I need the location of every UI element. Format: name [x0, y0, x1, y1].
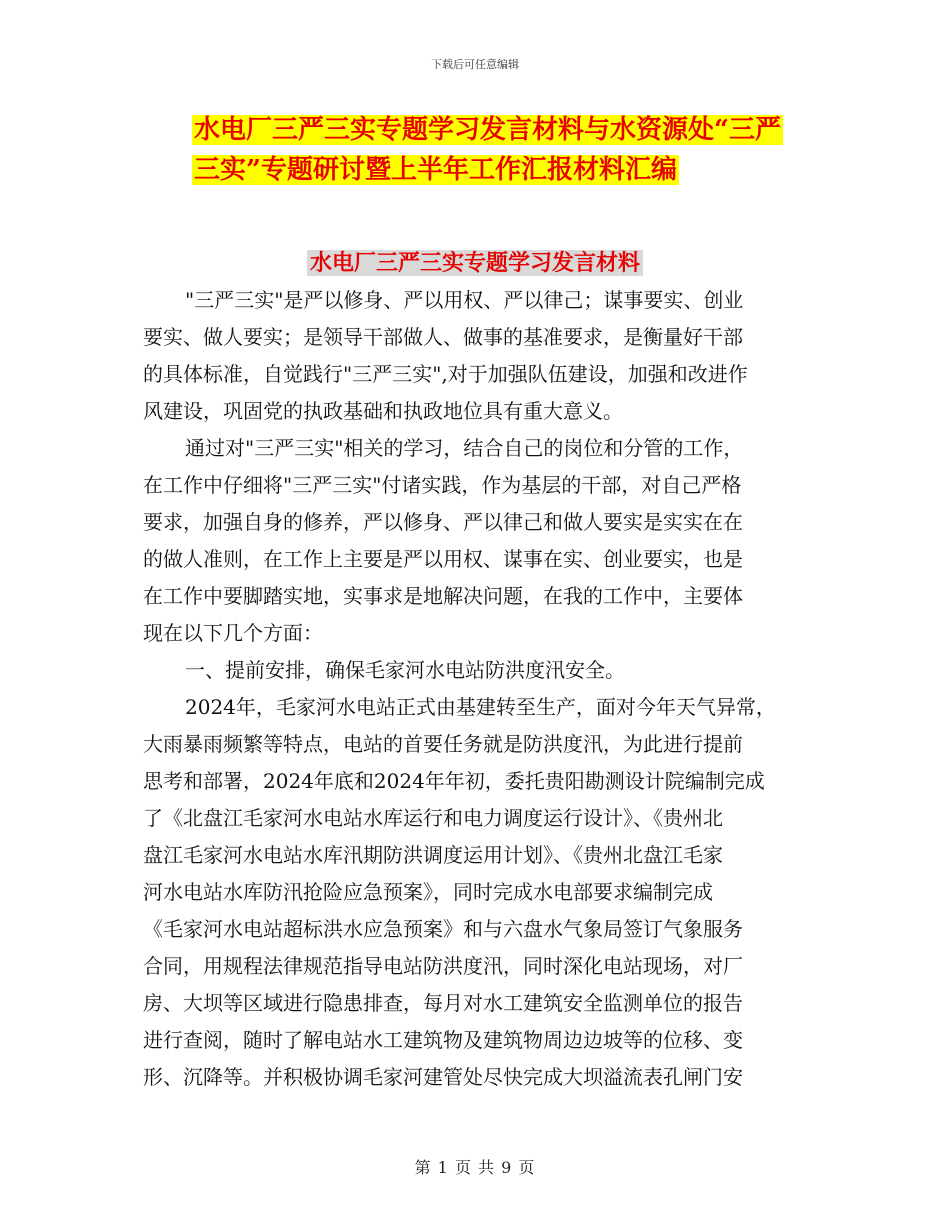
body-line: 在工作中要脚踏实地，实事求是地解决问题，在我的工作中，主要体 [143, 584, 743, 608]
body-line: 盘江毛家河水电站水库汛期防洪调度运用计划》、《贵州北盘江毛家 [143, 843, 723, 867]
body-line: 形、沉降等。并积极协调毛家河建管处尽快完成大坝溢流表孔闸门安 [143, 1065, 743, 1089]
main-title-line-2-text: 三实”专题研讨暨上半年工作汇报材料汇编 [194, 155, 677, 185]
body-line: 2024年，毛家河水电站正式由基建转至生产，面对今年天气异常， [185, 695, 776, 719]
main-title-line-2 [130, 150, 830, 190]
section-title [0, 246, 950, 277]
body-line: 在工作中仔细将"三严三实"付诸实践，作为基层的干部，对自己严格 [143, 473, 742, 497]
body-line: 的具体标准，自觉践行"三严三实",对于加强队伍建设，加强和改进作 [143, 362, 748, 386]
body-line: "三严三实"是严以修身、严以用权、严以律己；谋事要实、创业 [185, 288, 744, 312]
body-line: 要求，加强自身的修养，严以修身、严以律己和做人要实是实实在在 [143, 510, 743, 534]
body-line: 现在以下几个方面： [143, 621, 323, 645]
body-text [143, 282, 808, 1096]
section-heading-1: 一、提前安排，确保毛家河水电站防洪度汛安全。 [185, 658, 625, 682]
body-line: 房、大坝等区域进行隐患排查，每月对水工建筑安全监测单位的报告 [143, 991, 743, 1015]
body-line: 河水电站水库防汛抢险应急预案》，同时完成水电部要求编制完成 [143, 880, 713, 904]
body-line: 通过对"三严三实"相关的学习，结合自己的岗位和分管的工作， [185, 436, 744, 460]
body-line: 《毛家河水电站超标洪水应急预案》和与六盘水气象局签订气象服务 [143, 917, 743, 941]
body-line: 进行查阅，随时了解电站水工建筑物及建筑物周边边坡等的位移、变 [143, 1028, 743, 1052]
body-line: 合同，用规程法律规范指导电站防洪度汛，同时深化电站现场，对厂 [143, 954, 743, 978]
body-line: 要实、做人要实；是领导干部做人、做事的基准要求，是衡量好干部 [143, 325, 743, 349]
body-line: 的做人准则，在工作上主要是严以用权、谋事在实、创业要实，也是 [143, 547, 743, 571]
body-line: 了《北盘江毛家河水电站水库运行和电力调度运行设计》、《贵州北 [143, 806, 723, 830]
main-title-line-1-text: 水电厂三严三实专题学习发言材料与水资源处“三严 [194, 115, 781, 145]
section-title-text: 水电厂三严三实专题学习发言材料 [307, 250, 643, 276]
body-line: 思考和部署，2024年底和2024年年初，委托贵阳勘测设计院编制完成 [143, 769, 765, 793]
document-main-title [130, 110, 830, 190]
main-title-line-1 [130, 110, 830, 150]
page-footer: 第 1 页 共 9 页 [414, 1158, 536, 1177]
header-note: 下载后可任意编辑 [431, 58, 519, 71]
body-line: 风建设，巩固党的执政基础和执政地位具有重大意义。 [143, 399, 623, 423]
body-line: 大雨暴雨频繁等特点，电站的首要任务就是防洪度汛，为此进行提前 [143, 732, 743, 756]
